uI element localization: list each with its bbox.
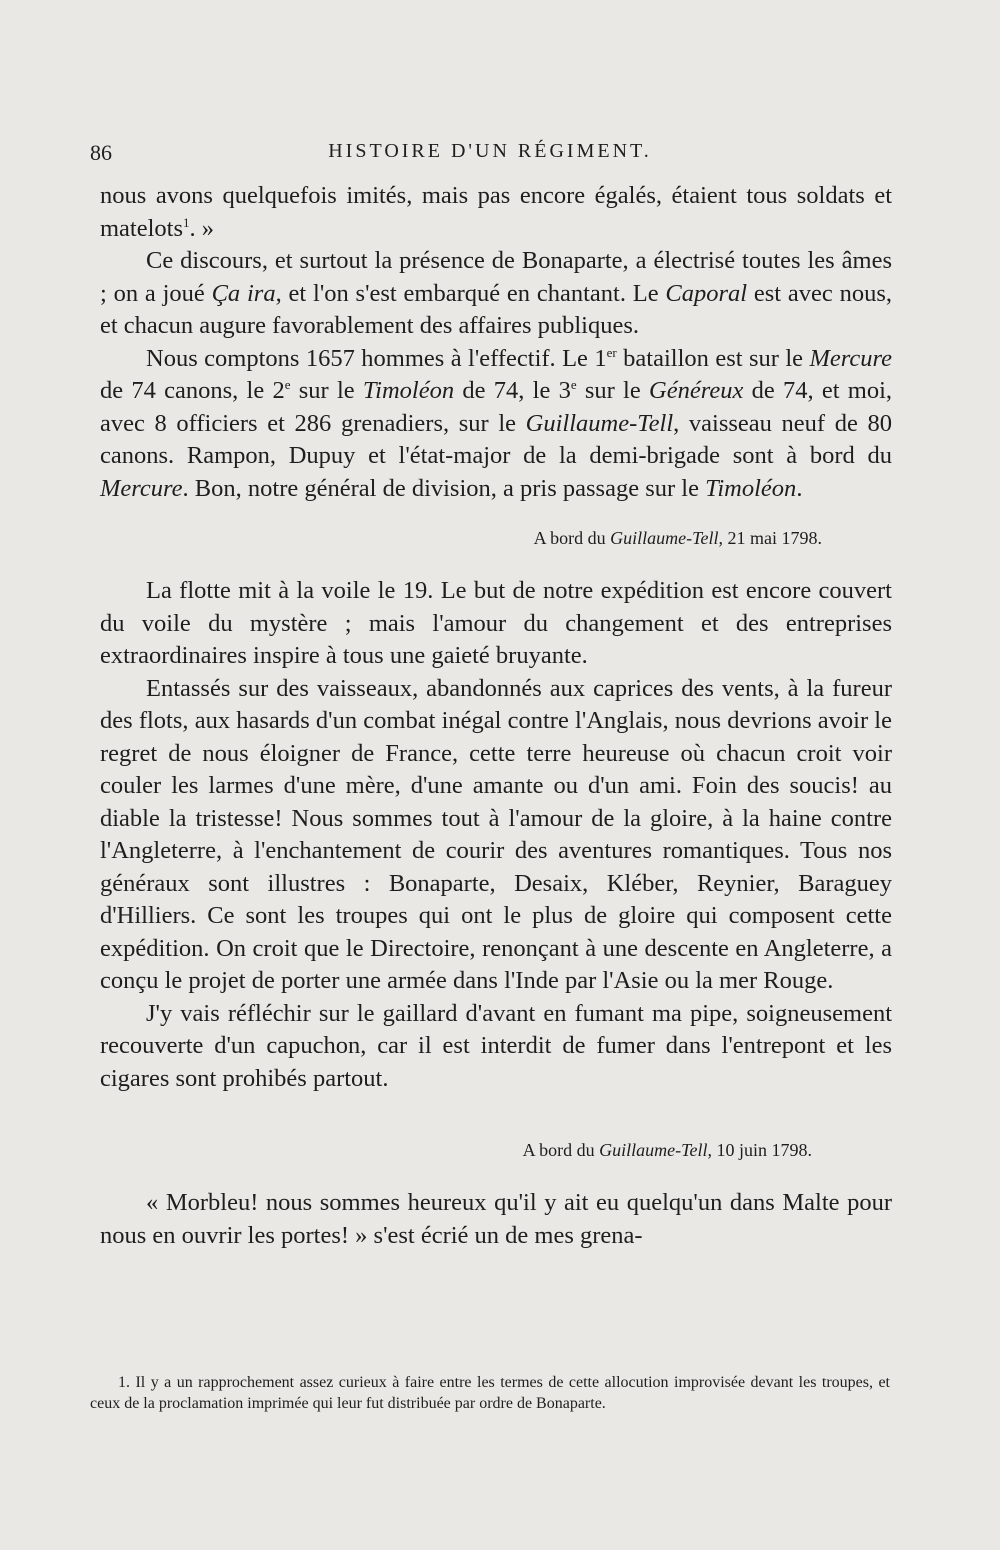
dateline-21-mai: A bord du Guillaume-Tell, 21 mai 1798. bbox=[533, 528, 822, 548]
main-text bbox=[100, 180, 892, 1252]
footnote-reference: 1 bbox=[183, 214, 190, 230]
running-title: HISTOIRE D'UN RÉGIMENT. bbox=[328, 140, 652, 162]
paragraph-effectif: Nous comptons 1657 hommes à l'effectif. Le 1er bataillon est sur le Mercure de 74 canons, le 2e sur le Timoléon de 74, le 3e sur le Généreux de 74, et moi, avec 8 officiers et 286 grenadiers, sur le Guillaume-Tell, vaisseau neuf de 80 canons. Rampon, Dupuy et l'état-major de la demi-brigade sont à bord du Mercure. Bon, notre général de division, a pris passage sur le Timoléon. bbox=[100, 344, 893, 502]
dateline-10-juin: A bord du Guillaume-Tell, 10 juin 1798. bbox=[522, 1140, 812, 1160]
paragraph-gaillard: J'y vais réfléchir sur le gaillard d'avant en fumant ma pipe, soigneusement recouverte d'un capuchon, car il est interdit de fumer dans l'entrepont et les cigares sont prohibés partout. bbox=[100, 999, 892, 1092]
paragraph-flotte: La flotte mit à la voile le 19. Le but de notre expédition est encore couvert du voile du mystère ; mais l'amour du changement et des entreprises extraordinaires inspire à tous une gaieté bruyante. bbox=[100, 577, 892, 669]
paragraph-discours: Ce discours, et surtout la présence de Bonaparte, a électrisé toutes les âmes ; on a joué Ça ira, et l'on s'est embarqué en chantant. Le Caporal est avec nous, et chacun augure favorablement des affaires publiques. bbox=[100, 247, 893, 339]
paragraph-morbleu: « Morbleu! nous sommes heureux qu'il y ait eu quelqu'un dans Malte pour nous en ouvrir les portes! » s'est écrié un de mes grena- bbox=[100, 1189, 892, 1249]
paragraph-entasses: Entassés sur des vaisseaux, abandonnés aux caprices des vents, à la fureur des flots, aux hasards d'un combat inégal contre l'Anglais, nous devrions avoir le regret de nous éloigner de France, cette terre heureuse où chacun croit voir couler les larmes d'une mère, d'une amante ou d'un ami. Foin des soucis! au diable la tristesse! Nous sommes tout à l'amour de la gloire, à la haine contre l'Angleterre, à l'enchantement de courir des aventures romantiques. Tous nos généraux sont illustres : Bonaparte, Desaix, Kléber, Reynier, Baraguey d'Hilliers. Ce sont les troupes qui ont le plus de gloire qui composent cette expédition. On croit que le Directoire, renonçant à une descente en Angleterre, a conçu le projet de porter une armée dans l'Inde par l'Asie ou la mer Rouge. bbox=[100, 674, 892, 994]
paragraph-continued: nous avons quelquefois imités, mais pas encore égalés, étaient tous soldats et matelots$^1$. » bbox=[100, 182, 892, 242]
footnote: 1. Il y a un rapprochement assez curieux à faire entre les termes de cette allocution improvisée devant les troupes, et ceux de la proclamation imprimée qui leur fut distribuée par ordre de Bonaparte. bbox=[90, 1374, 890, 1412]
running-header bbox=[90, 140, 890, 170]
page-number: 86 bbox=[90, 140, 112, 165]
